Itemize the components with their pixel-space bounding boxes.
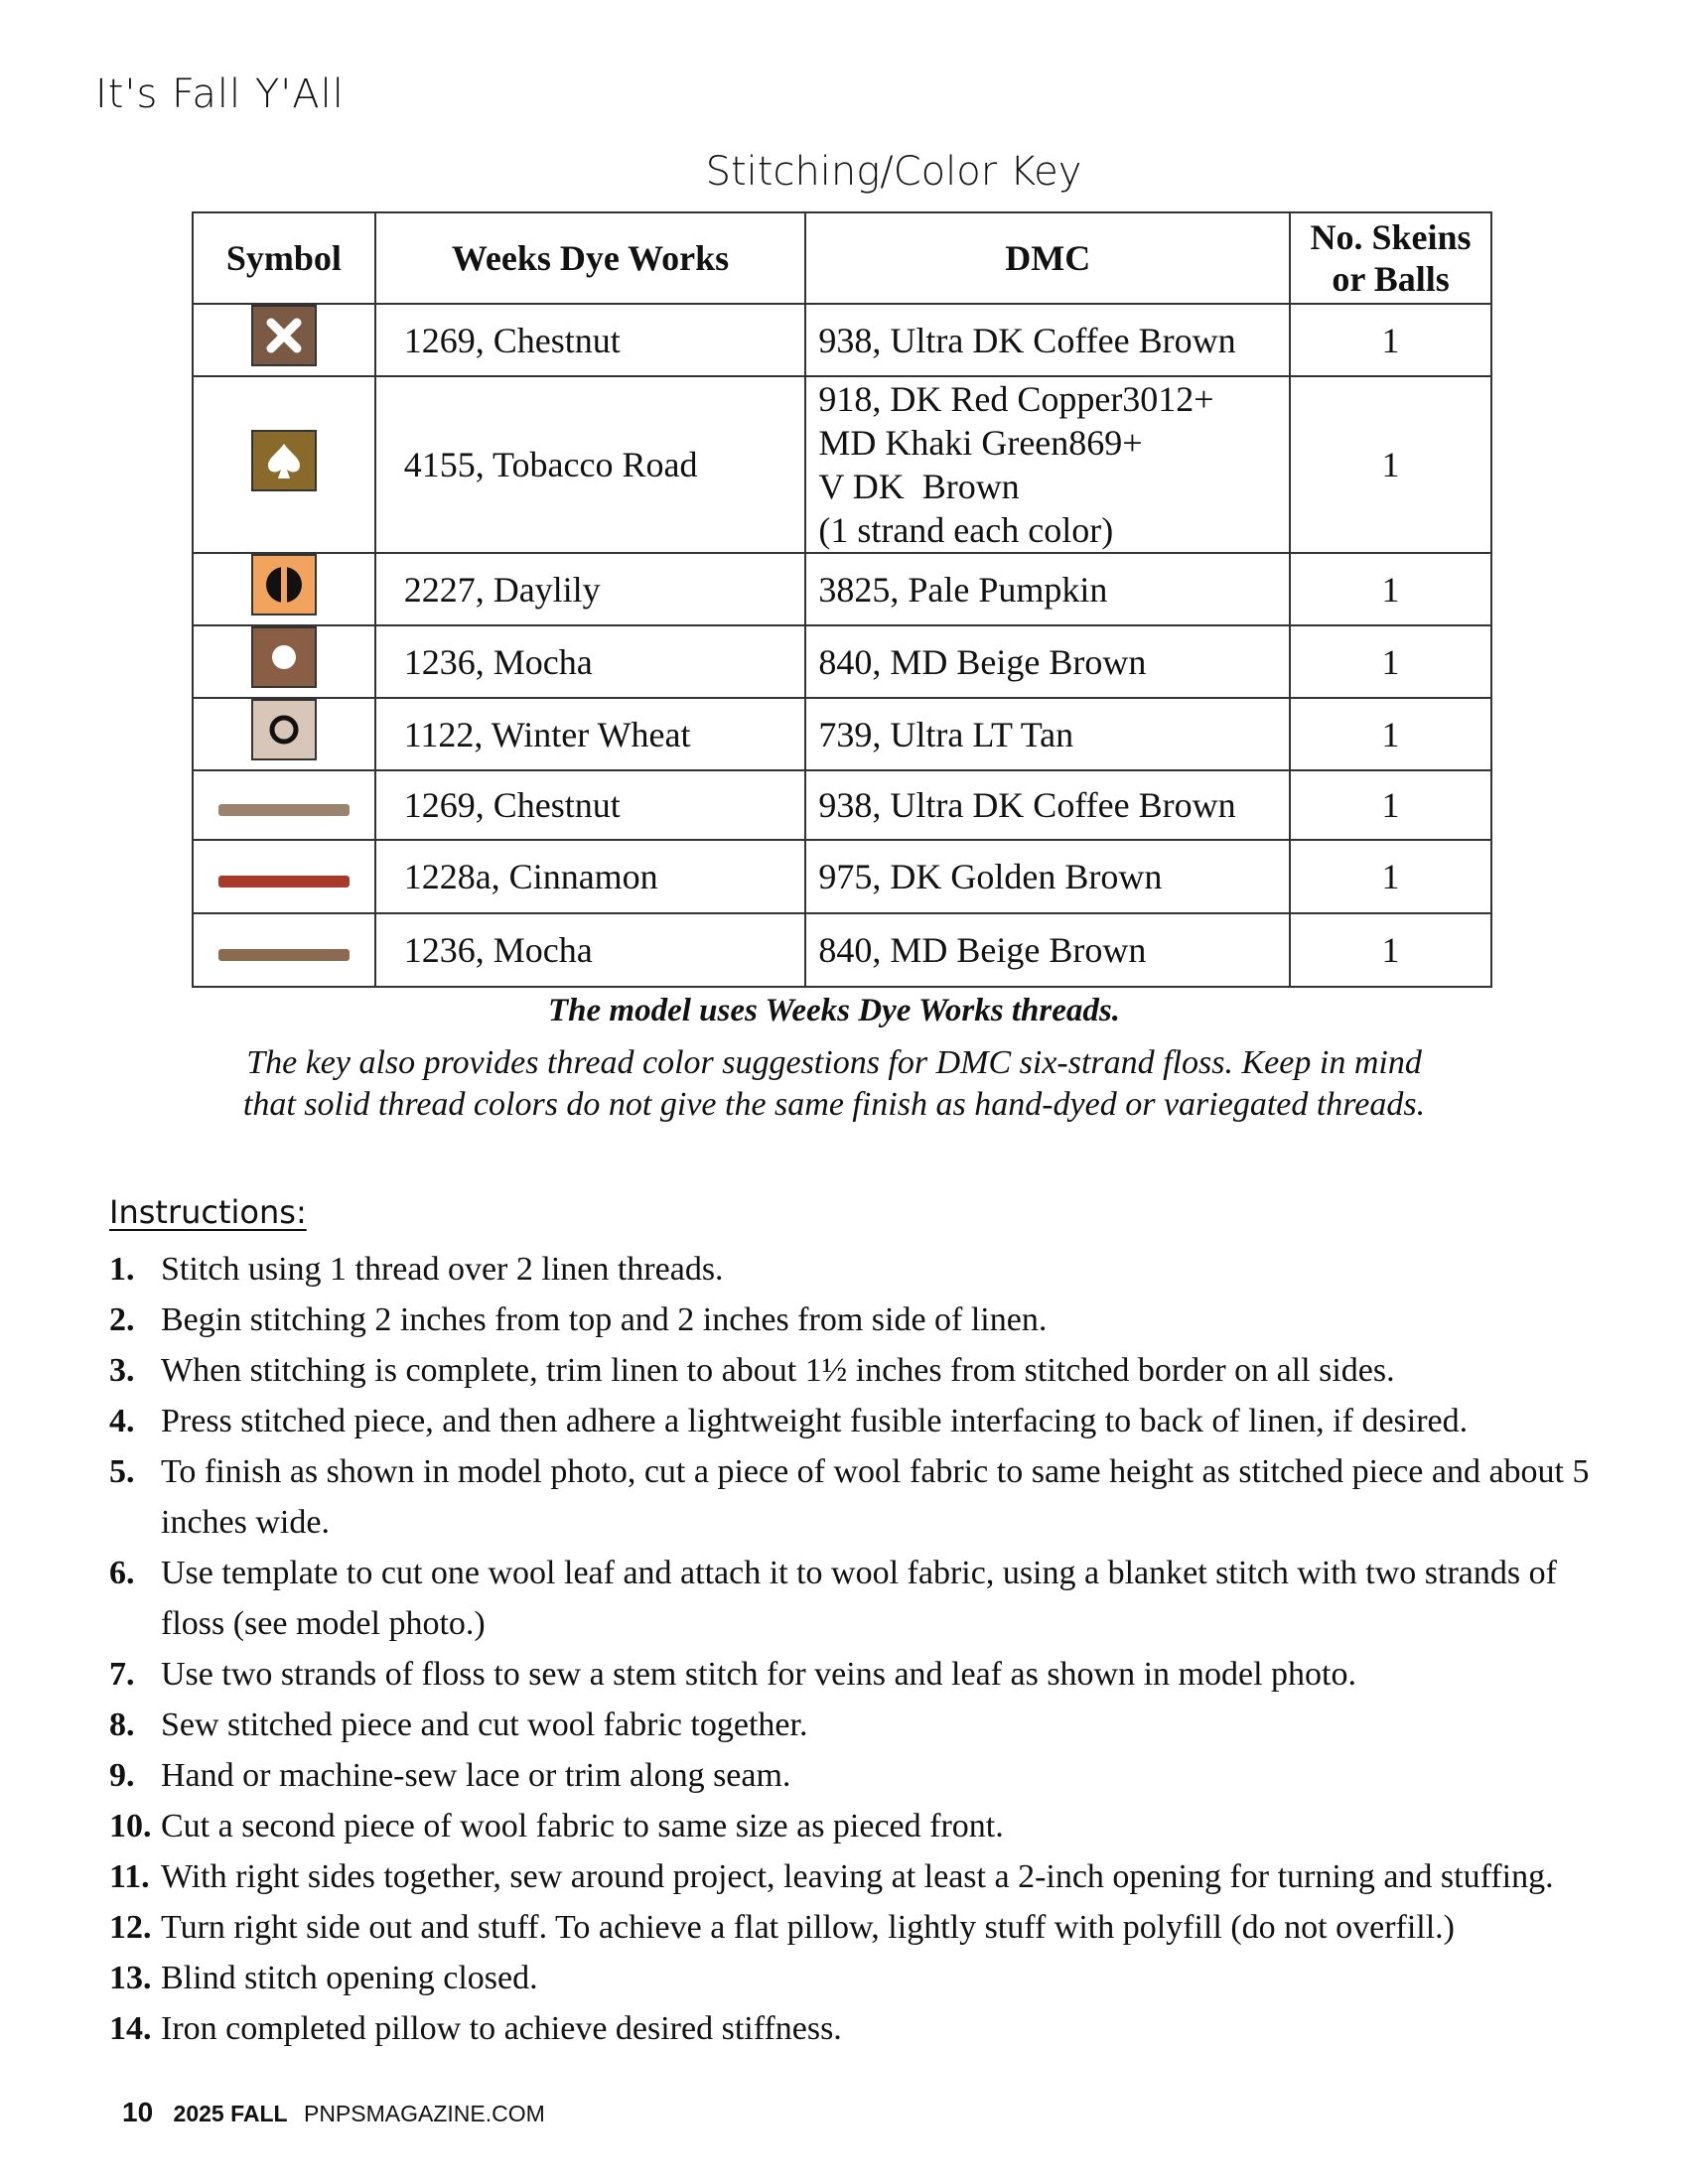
skeins-cell: 1: [1290, 913, 1491, 987]
step-text: Sew stitched piece and cut wool fabric together.: [161, 1706, 808, 1743]
dmc-line: 938, Ultra DK Coffee Brown: [818, 320, 1236, 360]
step-number: 8.: [109, 1706, 135, 1743]
magazine-site: PNPSMAGAZINE.COM: [303, 2101, 545, 2126]
step-text: With right sides together, sew around project, leaving at least a 2-inch opening for turning and stuffing.: [161, 1858, 1554, 1895]
instruction-step: [109, 1295, 1628, 1345]
dmc-line: 938, Ultra DK Coffee Brown: [818, 785, 1236, 825]
instruction-step: [109, 1902, 1628, 1953]
symbol-cell: [193, 376, 375, 553]
ring-symbol-icon: [251, 699, 317, 760]
page-number: 10: [122, 2097, 154, 2127]
dmc-cell: [805, 376, 1290, 553]
dmc-line: 739, Ultra LT Tan: [818, 714, 1074, 754]
skeins-cell: 1: [1290, 840, 1491, 913]
table-row: [193, 553, 1491, 625]
table-row: [193, 304, 1491, 376]
dmc-line: 840, MD Beige Brown: [818, 641, 1147, 682]
instruction-step: [109, 1700, 1628, 1750]
half-circle-symbol-icon: [251, 554, 317, 615]
dmc-line: MD Khaki Green869+: [818, 423, 1143, 463]
instruction-step: [109, 2003, 1628, 2054]
weeks-cell: 1236, Mocha: [375, 913, 806, 987]
step-number: 6.: [109, 1555, 135, 1591]
step-number: 3.: [109, 1352, 135, 1389]
instruction-step: [109, 1649, 1628, 1700]
key-title: Stitching/Color Key: [705, 149, 1082, 195]
step-text: When stitching is complete, trim linen to about 1½ inches from stitched border on all sides.: [161, 1352, 1395, 1389]
table-row: [193, 913, 1491, 987]
instruction-step: [109, 1446, 1628, 1548]
instruction-step: [109, 1851, 1628, 1902]
step-text: To finish as shown in model photo, cut a piece of wool fabric to same height as stitched piece and about 5 inches wide.: [161, 1453, 1590, 1541]
weeks-cell: 4155, Tobacco Road: [375, 376, 806, 553]
step-number: 13.: [109, 1960, 152, 1996]
instruction-step: [109, 1396, 1628, 1446]
weeks-cell: 1269, Chestnut: [375, 304, 806, 376]
skeins-cell: 1: [1290, 770, 1491, 840]
dmc-cell: [805, 698, 1290, 770]
symbol-cell: [193, 304, 375, 376]
step-number: 14.: [109, 2010, 152, 2047]
dmc-line: (1 strand each color): [818, 510, 1114, 550]
weeks-cell: 1228a, Cinnamon: [375, 840, 806, 913]
instruction-step: [109, 1345, 1628, 1396]
instruction-step: [109, 1801, 1628, 1851]
symbol-cell: [193, 698, 375, 770]
dmc-cell: [805, 770, 1290, 840]
step-number: 9.: [109, 1757, 135, 1794]
instructions-title: Instructions:: [109, 1193, 307, 1231]
instruction-step: [109, 1953, 1628, 2003]
issue-season: 2025 FALL: [173, 2101, 288, 2126]
page-footer: [122, 2097, 545, 2128]
symbol-cell: [193, 553, 375, 625]
x-cross-symbol-icon: [251, 305, 317, 366]
dmc-line: 3825, Pale Pumpkin: [818, 569, 1108, 610]
step-text: Hand or machine-sew lace or trim along seam.: [161, 1757, 791, 1794]
step-text: Use two strands of floss to sew a stem stitch for veins and leaf as shown in model photo.: [161, 1656, 1356, 1693]
step-text: Use template to cut one wool leaf and attach it to wool fabric, using a blanket stitch with two strands of floss (see model photo.): [161, 1555, 1557, 1642]
step-text: Cut a second piece of wool fabric to same size as pieced front.: [161, 1808, 1004, 1844]
weeks-cell: 1122, Winter Wheat: [375, 698, 806, 770]
step-number: 11.: [109, 1858, 150, 1895]
page-title: It's Fall Y'All: [95, 71, 345, 117]
skeins-cell: 1: [1290, 625, 1491, 698]
weeks-cell: 1269, Chestnut: [375, 770, 806, 840]
table-row: [193, 625, 1491, 698]
step-number: 12.: [109, 1909, 152, 1946]
column-header-weeks: Weeks Dye Works: [375, 212, 806, 304]
step-number: 2.: [109, 1301, 135, 1338]
color-key-table: [192, 211, 1492, 988]
symbol-cell: [193, 625, 375, 698]
skeins-cell: 1: [1290, 553, 1491, 625]
line-symbol-icon: [218, 948, 350, 962]
weeks-cell: 2227, Daylily: [375, 553, 806, 625]
column-header-dmc: DMC: [805, 212, 1290, 304]
step-text: Iron completed pillow to achieve desired stiffness.: [161, 2010, 842, 2047]
symbol-cell: [193, 770, 375, 840]
symbol-cell: [193, 913, 375, 987]
table-row: [193, 840, 1491, 913]
dmc-cell: [805, 913, 1290, 987]
step-text: Begin stitching 2 inches from top and 2 inches from side of linen.: [161, 1301, 1048, 1338]
instruction-step: [109, 1244, 1628, 1295]
skeins-label: No. Skeins or Balls: [1310, 217, 1472, 299]
line-symbol-icon: [218, 875, 350, 888]
dmc-line: 840, MD Beige Brown: [818, 930, 1147, 970]
symbol-cell: [193, 840, 375, 913]
table-row: [193, 770, 1491, 840]
dmc-line: 975, DK Golden Brown: [818, 857, 1163, 896]
step-number: 7.: [109, 1656, 135, 1693]
step-number: 4.: [109, 1403, 135, 1439]
dmc-cell: [805, 304, 1290, 376]
step-number: 10.: [109, 1808, 152, 1844]
step-text: Turn right side out and stuff. To achieve a flat pillow, lightly stuff with polyfill (do not overfill.): [161, 1909, 1456, 1946]
table-row: [193, 376, 1491, 553]
column-header-skeins: [1290, 212, 1491, 304]
skeins-cell: 1: [1290, 304, 1491, 376]
step-text: Blind stitch opening closed.: [161, 1960, 538, 1996]
instruction-step: [109, 1548, 1628, 1649]
dmc-note: [0, 1042, 1668, 1126]
dmc-line: 918, DK Red Copper3012+: [818, 379, 1214, 419]
dmc-cell: [805, 625, 1290, 698]
table-row: [193, 698, 1491, 770]
table-header-row: [193, 212, 1491, 304]
column-header-symbol: Symbol: [193, 212, 375, 304]
dmc-line: V DK Brown: [818, 467, 1020, 506]
weeks-cell: 1236, Mocha: [375, 625, 806, 698]
instructions-list: [109, 1244, 1628, 2054]
step-text: Stitch using 1 thread over 2 linen threads.: [161, 1251, 724, 1288]
step-number: 5.: [109, 1453, 135, 1490]
step-text: Press stitched piece, and then adhere a lightweight fusible interfacing to back of linen, if desired.: [161, 1403, 1469, 1439]
dmc-note-line-2: that solid thread colors do not give the same finish as hand-dyed or variegated threads.: [242, 1086, 1426, 1123]
dot-symbol-icon: [251, 626, 317, 688]
step-number: 1.: [109, 1251, 135, 1288]
spade-symbol-icon: [251, 430, 317, 491]
skeins-cell: 1: [1290, 698, 1491, 770]
skeins-cell: 1: [1290, 376, 1491, 553]
line-symbol-icon: [218, 803, 350, 817]
dmc-cell: [805, 553, 1290, 625]
dmc-note-line-1: The key also provides thread color suggestions for DMC six-strand floss. Keep in mind: [246, 1044, 1422, 1081]
instruction-step: [109, 1750, 1628, 1801]
model-note: The model uses Weeks Dye Works threads.: [548, 993, 1120, 1028]
dmc-cell: [805, 840, 1290, 913]
